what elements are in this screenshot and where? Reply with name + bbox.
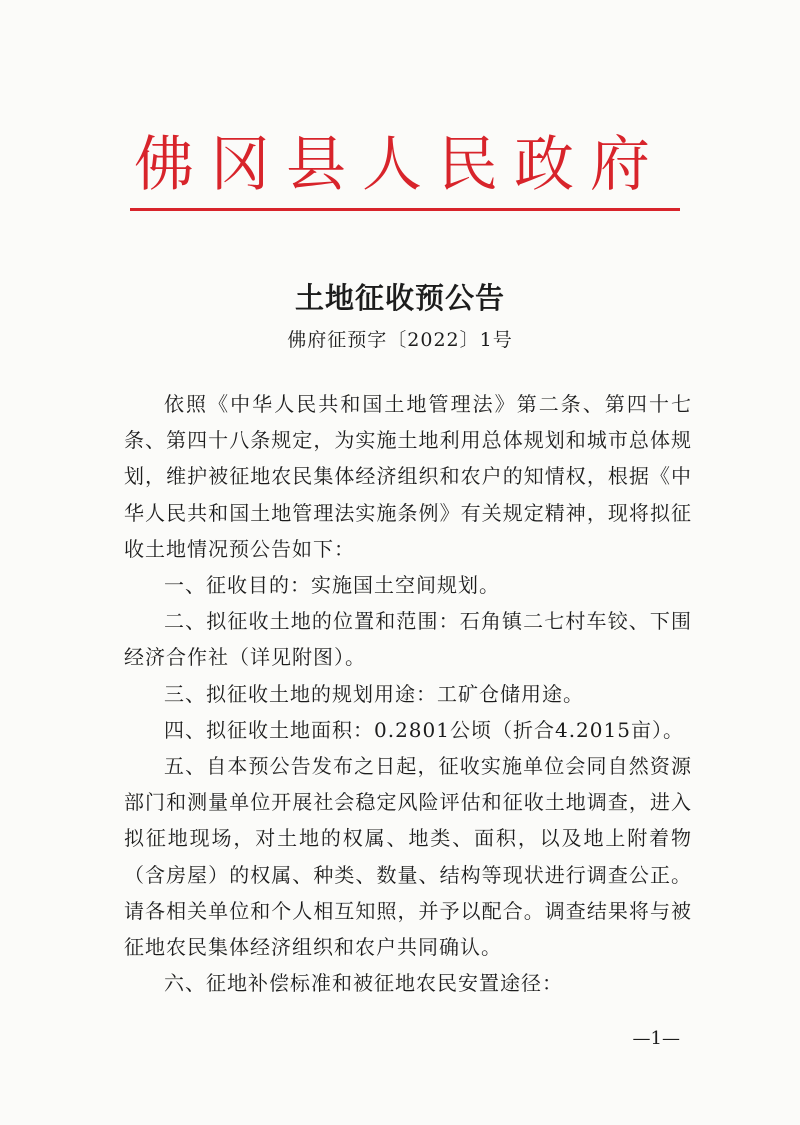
- paragraph-item-2: 二、拟征收土地的位置和范围：石角镇二七村车铰、下围经济合作社（详见附图）。: [124, 609, 692, 670]
- page-number: —1—: [632, 1028, 680, 1049]
- header-red-rule: [130, 208, 680, 211]
- paragraph-item-3: 三、拟征收土地的规划用途：工矿仓储用途。: [164, 681, 584, 706]
- paragraph-preamble: 依照《中华人民共和国土地管理法》第二条、第四十七条、第四十八条规定，为实施土地利用总体规划和城市总体规划，维护被征地农民集体经济组织和农户的知情权，根据《中华人民共和国土地管理法实施条例》有关规定精神，现将拟征收土地情况预公告如下：: [124, 392, 692, 561]
- issuer-header: 佛冈县人民政府: [134, 130, 666, 200]
- document-number: 佛府征预字〔2022〕1号: [287, 329, 513, 351]
- document-title: 土地征收预公告: [294, 281, 505, 315]
- document-body: [124, 386, 692, 1001]
- paragraph-item-5: 五、自本预公告发布之日起，征收实施单位会同自然资源部门和测量单位开展社会稳定风险评估和征收土地调查，进入拟征地现场，对土地的权属、地类、面积，以及地上附着物（含房屋）的权属、种类、数量、结构等现状进行调查公正。请各相关单位和个人相互知照，并予以配合。调查结果将与被征地农民集体经济组织和农户共同确认。: [124, 754, 692, 960]
- paragraph-item-6: 六、征地补偿标准和被征地农民安置途径：: [164, 971, 563, 996]
- paragraph-item-1: 一、征收目的：实施国土空间规划。: [164, 573, 500, 598]
- paragraph-item-4: 四、拟征收土地面积：0.2801公顷（折合4.2015亩）。: [164, 717, 684, 742]
